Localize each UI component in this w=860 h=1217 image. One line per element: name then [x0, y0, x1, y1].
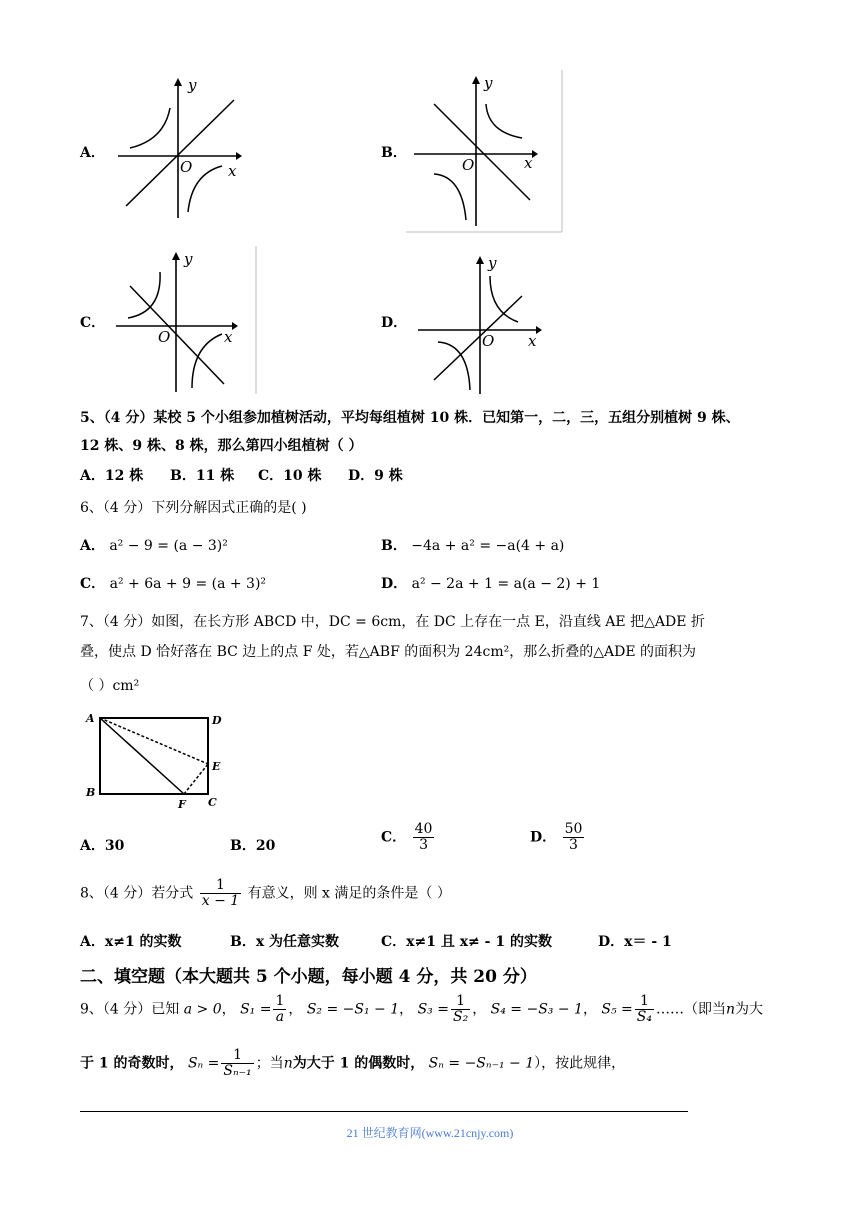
fraction-numerator: 1: [639, 993, 649, 1009]
q7-option-c: [381, 822, 436, 853]
vertex-a: A: [86, 712, 95, 725]
q8-option-d: D．x＝ - 1: [598, 934, 672, 950]
fraction-numerator: 1: [215, 877, 225, 893]
option-c-label: C．: [80, 315, 106, 331]
q5-line1: 5、（4 分）某校 5 个小组参加植树活动，平均每组植树 10 株．已知第一，二，三，五组分别植树 9 株、: [80, 410, 740, 426]
graph-option-c: [108, 246, 260, 396]
section-title: 二、填空题（本大题共 5 个小题，每小题 4 分，共 20 分）: [80, 967, 537, 987]
q7-line2: 叠，使点 D 恰好落在 BC 边上的点 F 处，若△ABF 的面积为 24cm²，那么折叠的△ADE 的面积为: [80, 644, 696, 660]
vertex-b: B: [86, 786, 96, 799]
x-axis-label: x: [224, 328, 233, 346]
option-letter: D．: [381, 576, 408, 592]
y-axis-label: y: [484, 74, 493, 92]
vertex-d: D: [212, 714, 222, 727]
fraction-numerator: 1: [233, 1047, 242, 1063]
fraction-denominator: 3: [413, 837, 435, 853]
fraction-denominator: x − 1: [201, 893, 240, 909]
option-letter: D．: [530, 829, 557, 846]
x-axis-label: x: [228, 162, 237, 180]
q8-option-b: B．x 为任意实数: [230, 934, 340, 950]
s3-lhs: S₃ =: [417, 1001, 449, 1018]
origin-label: O: [482, 332, 495, 350]
q5-line2: 12 株、9 株、8 株，那么第四小组植树（ ）: [80, 438, 363, 454]
q7-option-a: A．30: [80, 838, 125, 854]
option-d-label: D．: [381, 315, 408, 331]
q9-tail2: 为大: [735, 1001, 764, 1018]
fraction-numerator: 40: [414, 821, 433, 837]
fraction-denominator: S₄: [636, 1009, 652, 1025]
q9-prefix: 9、（4 分）已知: [80, 1001, 180, 1018]
q6-option-a: [80, 536, 228, 556]
q7-line1: 7、（4 分）如图，在长方形 ABCD 中，DC = 6cm，在 DC 上存在一点 E，沿直线 AE 把△ADE 折: [80, 614, 705, 630]
vertex-c: C: [208, 796, 217, 809]
q5-option-c: C．10 株: [258, 468, 322, 484]
q9-line2-a: 于 1 的奇数时，: [80, 1055, 184, 1072]
option-letter: A．: [80, 538, 105, 554]
q7-line3: （ ）cm²: [80, 678, 140, 694]
x-axis-label: x: [528, 332, 537, 350]
fraction-numerator: 1: [456, 993, 466, 1009]
q9-line2: [80, 1048, 625, 1079]
q9-line2-d: ），按此规律，: [534, 1055, 626, 1072]
q7-rectangle-figure: [84, 708, 230, 812]
q9-condition: a > 0: [183, 1001, 222, 1018]
y-axis-label: y: [184, 250, 193, 268]
q6-option-c: [80, 574, 266, 594]
q8-prefix: 8、（4 分）若分式: [80, 885, 194, 902]
q6-stem: 6、（4 分）下列分解因式正确的是( ): [80, 500, 307, 516]
q9-n: n: [726, 1001, 736, 1018]
footer-text: 21 世纪教育网(www.21cnjy.com): [346, 1126, 514, 1140]
q5-option-b: B．11 株: [170, 468, 235, 484]
q5-option-d: D．9 株: [348, 468, 403, 484]
graph-option-d: [412, 254, 548, 396]
y-axis-label: y: [188, 78, 197, 94]
q9-line2-b: ；当: [255, 1055, 284, 1072]
fraction-denominator: a: [273, 1009, 286, 1025]
option-expression: a² − 9 = (a − 3)²: [109, 538, 228, 554]
q8-option-a: A．x≠1 的实数: [80, 934, 182, 950]
footer-divider: [80, 1111, 688, 1112]
q8-option-c: C．x≠1 且 x≠ - 1 的实数: [381, 934, 552, 950]
q9-line1: 9、（4 分）已知 a > 0， S₁ = $\frac{1}{a}$ ， S₂ = −S₁ − 1， S₃ = $\frac{1}{\text{S₂}}$ ， S₄ = −S₃ − 1， S₅ = $\frac{1}{\text{S₄}}$ ……（即当n为大: [80, 993, 764, 1025]
option-b-label: B．: [381, 145, 407, 161]
q6-option-d: [381, 574, 600, 594]
vertex-f: F: [178, 798, 186, 811]
fraction-numerator: 50: [564, 821, 583, 837]
sn-even-expr: Sₙ = −Sₙ₋₁ − 1: [428, 1055, 535, 1072]
origin-label: O: [180, 158, 193, 176]
option-letter: C．: [381, 829, 407, 846]
s5-lhs: S₅ =: [601, 1001, 633, 1018]
q6-option-b: [381, 536, 564, 556]
option-expression: a² − 2a + 1 = a(a − 2) + 1: [411, 576, 601, 592]
fraction-numerator: 1: [275, 993, 285, 1009]
option-expression: a² + 6a + 9 = (a + 3)²: [109, 576, 267, 592]
fraction-denominator: S₂: [452, 1009, 469, 1025]
q7-option-b: B．20: [230, 838, 276, 854]
origin-label: O: [462, 156, 475, 174]
fraction-denominator: 3: [563, 837, 585, 853]
x-axis-label: x: [524, 154, 533, 172]
s2-expr: S₂ = −S₁ − 1: [306, 1001, 400, 1018]
y-axis-label: y: [488, 254, 497, 272]
option-letter: C．: [80, 576, 106, 592]
q9-n-2: n: [283, 1055, 293, 1072]
s1-lhs: S₁ =: [240, 1001, 272, 1018]
s4-expr: S₄ = −S₃ − 1: [490, 1001, 583, 1018]
option-expression: −4a + a² = −a(4 + a): [411, 538, 565, 554]
q8-stem: [80, 878, 451, 909]
origin-label: O: [158, 328, 171, 346]
q8-suffix: 有意义，则 x 满足的条件是（ ）: [247, 885, 451, 902]
q7-option-d: [530, 822, 586, 853]
q9-line2-c: 为大于 1 的偶数时，: [292, 1055, 425, 1072]
q5-option-a: A．12 株: [80, 468, 144, 484]
fraction-denominator: Sₙ₋₁: [223, 1063, 252, 1079]
graph-option-a: [112, 78, 242, 220]
option-letter: B．: [381, 538, 407, 554]
vertex-e: E: [212, 760, 221, 773]
sn-lhs: Sₙ =: [187, 1055, 220, 1072]
option-a-label: A．: [80, 145, 105, 161]
graph-option-b: [406, 70, 566, 234]
q9-tail1: ……（即当: [656, 1001, 726, 1018]
